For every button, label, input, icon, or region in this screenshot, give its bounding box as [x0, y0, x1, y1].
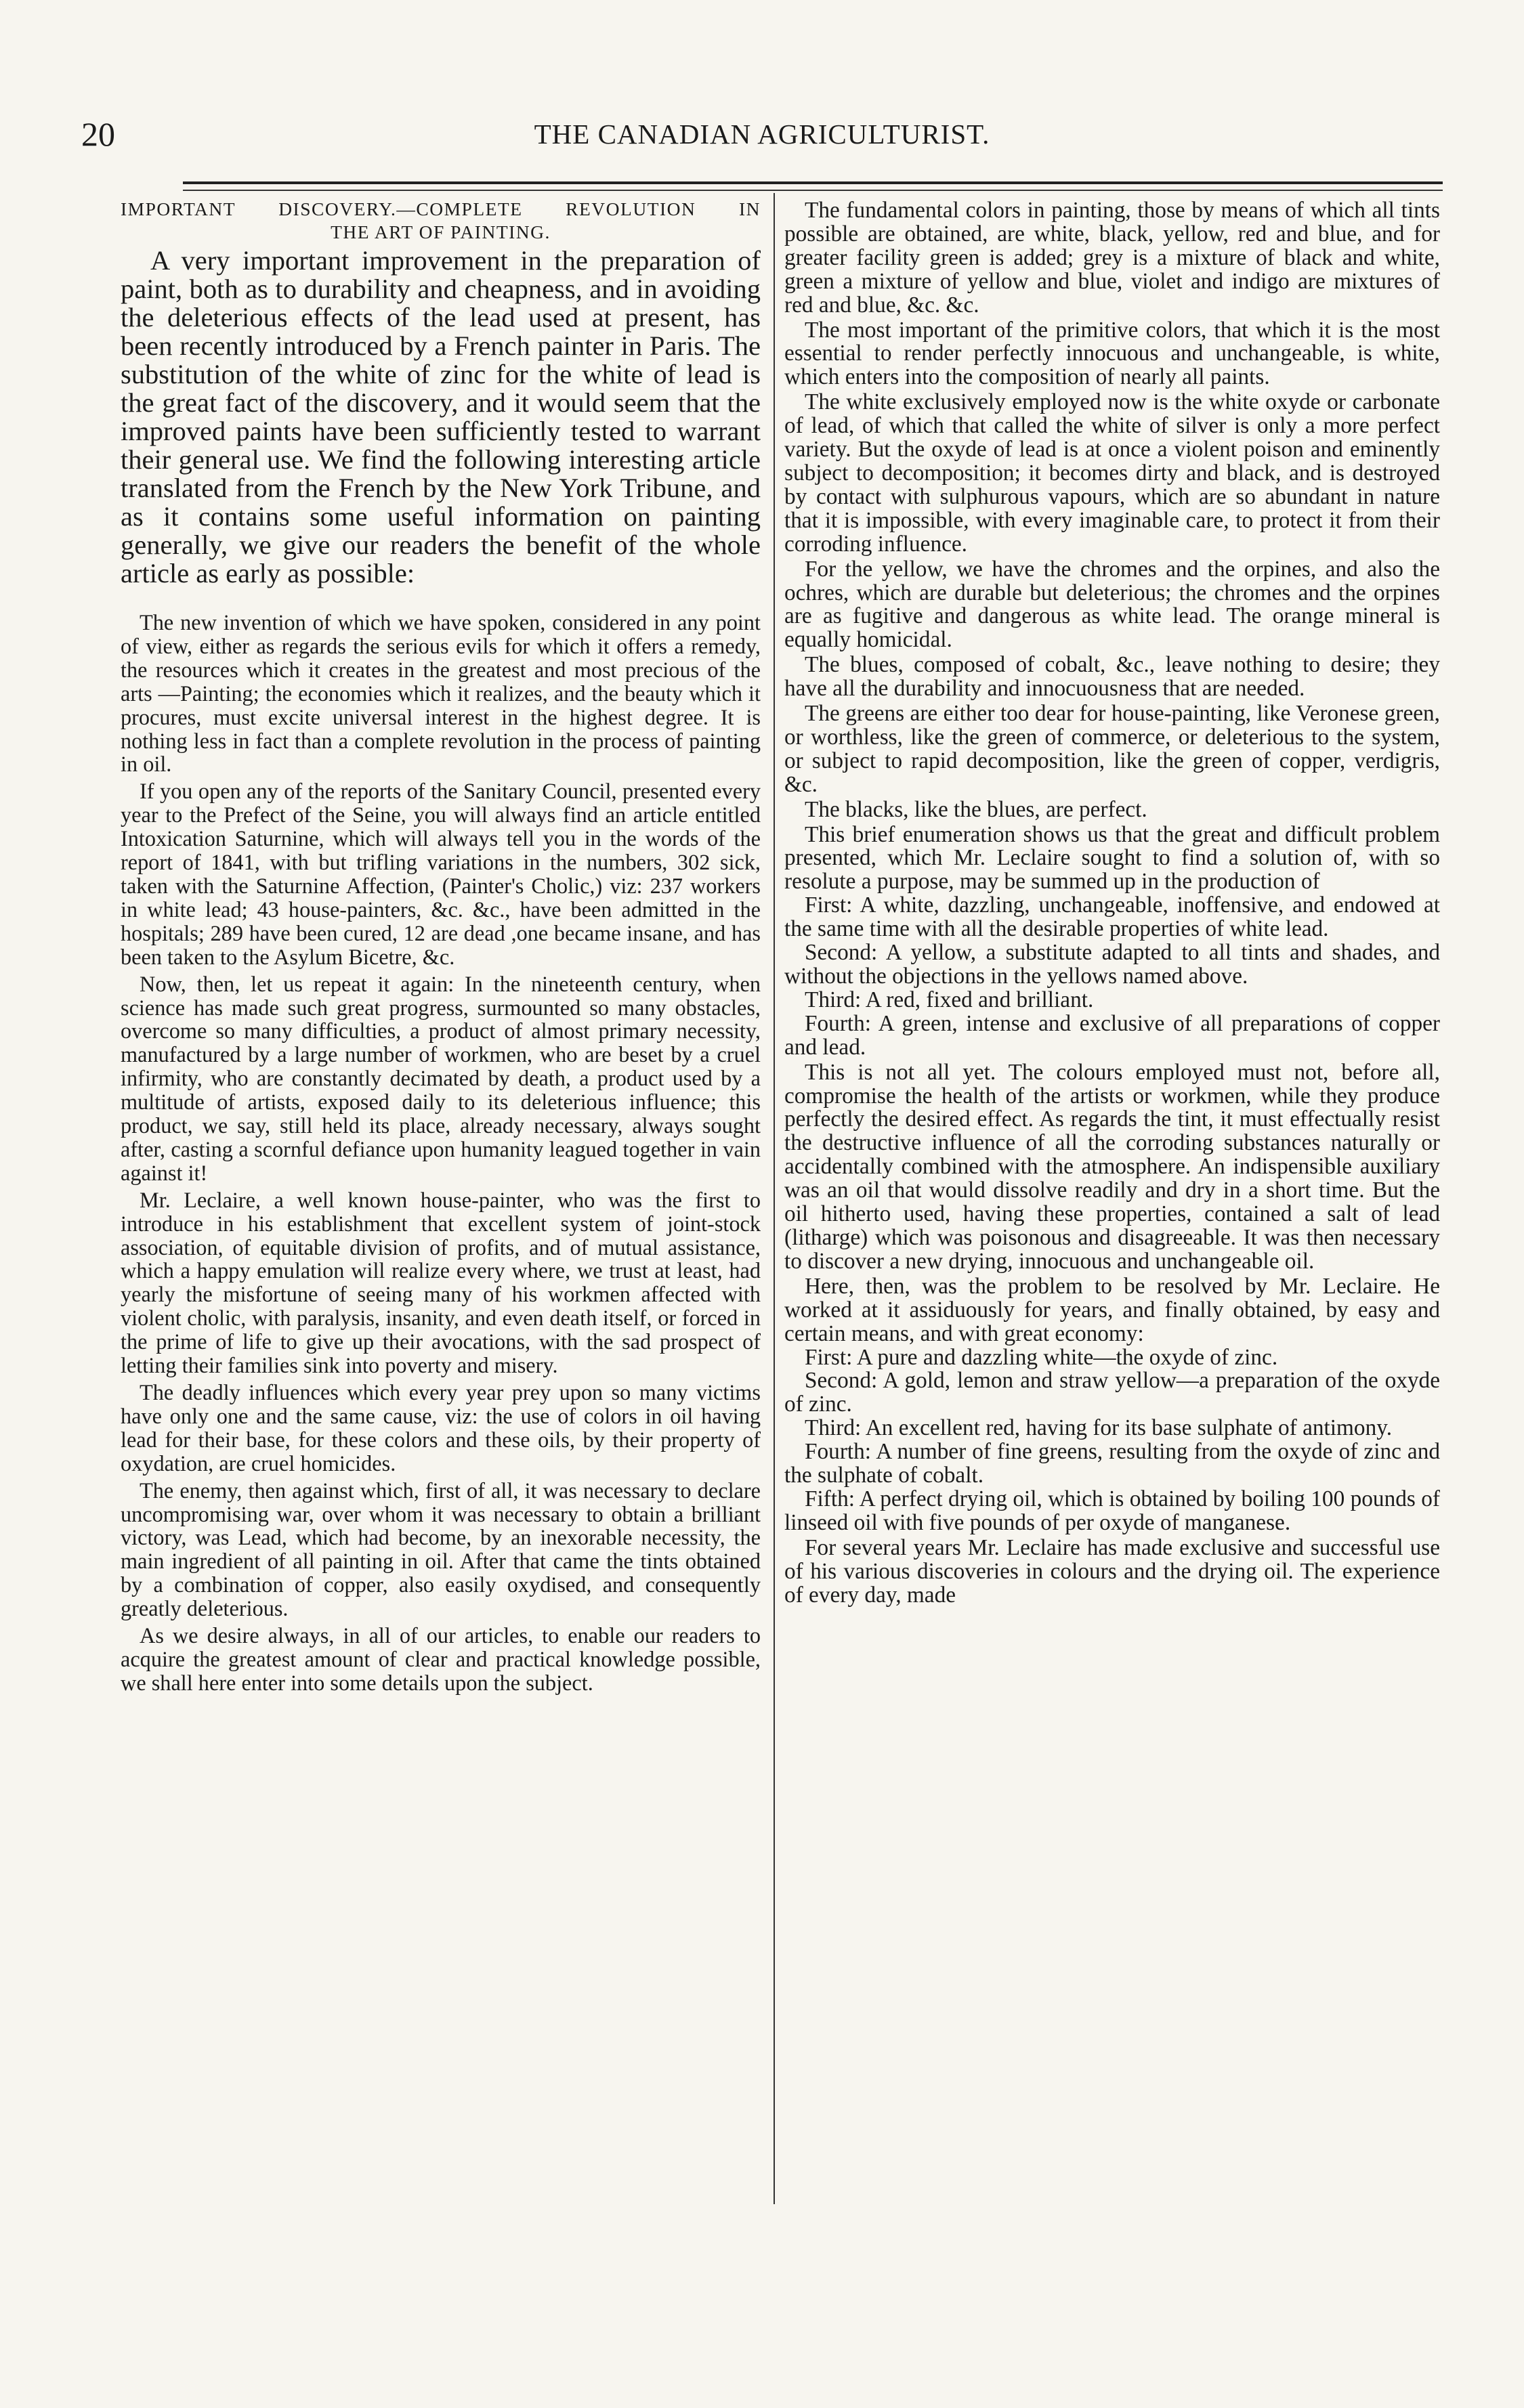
intro-paragraph: A very important improvement in the preparation of paint, both as to durability and cheapness, and in avoiding the deleterious effects of the lead used at present, has been recently introduced by a French painter in Paris. The substitution of the white of zinc for the white of lead is the great fact of the discovery, and it would seem that the improved paints have been sufficiently tested to warrant their general use. We find the following interesting article translated from the French by the New York Tribune, and as it contains some useful information on painting generally, we give our readers the benefit of the whole article as early as possible:: [121, 245, 761, 588]
paragraph: This brief enumeration shows us that the great and difficult problem presented, which Mr. Leclaire sought to find a solution of, with so resolute a purpose, may be summed up in the production of: [784, 821, 1440, 895]
column-divider: [774, 193, 775, 2204]
paragraph: The most important of the primitive colors, that which it is the most essential to render perfectly innocuous and unchangeable, is white, which enters into the composition of nearly all paints.: [784, 317, 1440, 390]
paragraph: As we desire always, in all of our articles, to enable our readers to acquire the greatest amount of clear and practical knowledge possible, we shall here enter into some details upon the subject.: [121, 1623, 761, 1695]
paragraph: The deadly influences which every year prey upon so many victims have only one and the same cause, viz: the use of colors in oil having lead for their base, for these colors and these oils, by their property of oxydation, are cruel homicides.: [121, 1380, 761, 1476]
list-item: First: A pure and dazzling white—the oxyde of zinc.: [805, 1344, 1278, 1370]
list-item: Fifth: A perfect drying oil, which is obtained by boiling 100 pounds of linseed oil with five pounds of per oxyde of manganese.: [784, 1486, 1440, 1535]
list-item: Second: A gold, lemon and straw yellow—a preparation of the oxyde of zinc.: [784, 1368, 1440, 1417]
headline-line-1: IMPORTANT DISCOVERY.—COMPLETE REVOLUTION IN: [121, 198, 761, 219]
paragraph: The white exclusively employed now is the white oxyde or carbonate of lead, of which that called the white of silver is only a more perfect variety. But the oxyde of lead is at once a violent poison and eminently subject to decomposition; it becomes dirty and black, and is destroyed by contact with sulphurous vapours, which are so abundant in nature that it is impossible, with every imaginable care, to protect it from their corroding influence.: [784, 389, 1440, 557]
paragraph: The blacks, like the blues, are perfect.: [805, 796, 1147, 822]
page-header: [81, 114, 1443, 154]
header-rule-thick: [183, 181, 1443, 184]
paragraph: Now, then, let us repeat it again: In the nineteenth century, when science has made such great progress, surmounted so many obstacles, overcome so many difficulties, a product of almost primary necessity, manufactured by a large number of workmen, who are beset by a cruel infirmity, who are constantly decimated by death, a product used by a multitude of artists, exposed daily to its deleterious influence; this product, we say, still held its place, already necessary, always sought after, casting a scornful defiance upon humanity leagued together in vain against it!: [121, 971, 761, 1185]
paragraph: The blues, composed of cobalt, &c., leave nothing to desire; they have all the durability and innocuousness that are needed.: [784, 652, 1440, 702]
paragraph: Here, then, was the problem to be resolved by Mr. Leclaire. He worked at it assiduously for years, and finally obtained, by easy and certain means, and with great economy:: [784, 1273, 1440, 1346]
paragraph: The fundamental colors in painting, those by means of which all tints possible are obtained, are white, black, yellow, red and blue, and for greater facility green is added; grey is a mixture of black and white, green a mixture of yellow and blue, violet and indigo are mixtures of red and blue, &c. &c.: [784, 198, 1440, 318]
running-title: THE CANADIAN AGRICULTURIST.: [534, 119, 990, 150]
list-item: Fourth: A green, intense and exclusive of all preparations of copper and lead.: [784, 1010, 1440, 1060]
left-column: [121, 198, 761, 2202]
paragraph: The enemy, then against which, first of all, it was necessary to declare uncompromising war, over whom it was necessary to obtain a brilliant victory, was Lead, which had become, by an inexorable necessity, the main ingredient of all painting in oil. After that came the tints obtained by a combination of copper, also easily oxydised, and consequently greatly deleterious.: [121, 1478, 761, 1621]
right-column: [784, 198, 1440, 2202]
paragraph: If you open any of the reports of the Sanitary Council, presented every year to the Prefect of the Seine, you will always find an article entitled Intoxication Saturnine, which will always tell you in the words of the report of 1841, with but trifling variations in the numbers, 302 sick, taken with the Saturnine Affection, (Painter's Cholic,) viz: 237 workers in white lead; 43 house-painters, &c. &c., have been admitted in the hospitals; 289 have been cured, 12 are dead ,one became insane, and has been taken to the Asylum Bicetre, &c.: [121, 779, 761, 969]
paragraph: The new invention of which we have spoken, considered in any point of view, either as regards the serious evils for which it offers a remedy, the resources which it creates in the greatest and most precious of the arts —Painting; the economies which it realizes, and the beauty which it procures, must excite universal interest in the highest degree. It is nothing less in fact than a complete revolution in the process of painting in oil.: [121, 610, 761, 777]
headline-line-2: THE ART OF PAINTING.: [331, 221, 551, 242]
header-rule-thin: [183, 190, 1443, 191]
list-item: Third: An excellent red, having for its base sulphate of antimony.: [805, 1415, 1393, 1441]
list-item: First: A white, dazzling, unchangeable, inoffensive, and endowed at the same time with all the desirable properties of white lead.: [784, 893, 1440, 942]
list-item: Second: A yellow, a substitute adapted to all tints and shades, and without the objections in the yellows named above.: [784, 940, 1440, 989]
article-headline: [121, 198, 761, 244]
paragraph: For several years Mr. Leclaire has made exclusive and successful use of his various discoveries in colours and the drying oil. The experience of every day, made: [784, 1534, 1440, 1608]
page-number: 20: [81, 115, 115, 153]
list-item: Fourth: A number of fine greens, resulting from the oxyde of zinc and the sulphate of cobalt.: [784, 1439, 1440, 1488]
paragraph: For the yellow, we have the chromes and the orpines, and also the ochres, which are durable but deleterious; the chromes and the orpines are as fugitive and dangerous as white lead. The orange mineral is equally homicidal.: [784, 556, 1440, 653]
paragraph: Mr. Leclaire, a well known house-painter, who was the first to introduce in his establishment that excellent system of joint-stock association, of equitable division of profits, and of mutual assistance, which a happy emulation will realize every where, we trust at least, had yearly the misfortune of seeing many of his workmen affected with violent cholic, with paralysis, insanity, and even death itself, or forced in the prime of life to give up their avocations, with the sad prospect of letting their families sink into poverty and misery.: [121, 1187, 761, 1378]
paragraph: This is not all yet. The colours employed must not, before all, compromise the health of the artists or workmen, while they produce perfectly the desired effect. As regards the tint, it must effectually resist the destructive influence of all the corroding substances naturally or accidentally combined with the atmosphere. An indispensible auxiliary was an oil that would dissolve readily and dry in a short time. But the oil hitherto used, having these properties, contained a salt of lead (litharge) which was poisonous and disagreeable. It was then necessary to discover a new drying, innocuous and unchangeable oil.: [784, 1059, 1440, 1274]
list-item: Third: A red, fixed and brilliant.: [805, 987, 1094, 1012]
paragraph: The greens are either too dear for house-painting, like Veronese green, or worthless, like the green of commerce, or deleterious to the system, or subject to rapid decomposition, like the green of copper, verdigris, &c.: [784, 701, 1440, 797]
